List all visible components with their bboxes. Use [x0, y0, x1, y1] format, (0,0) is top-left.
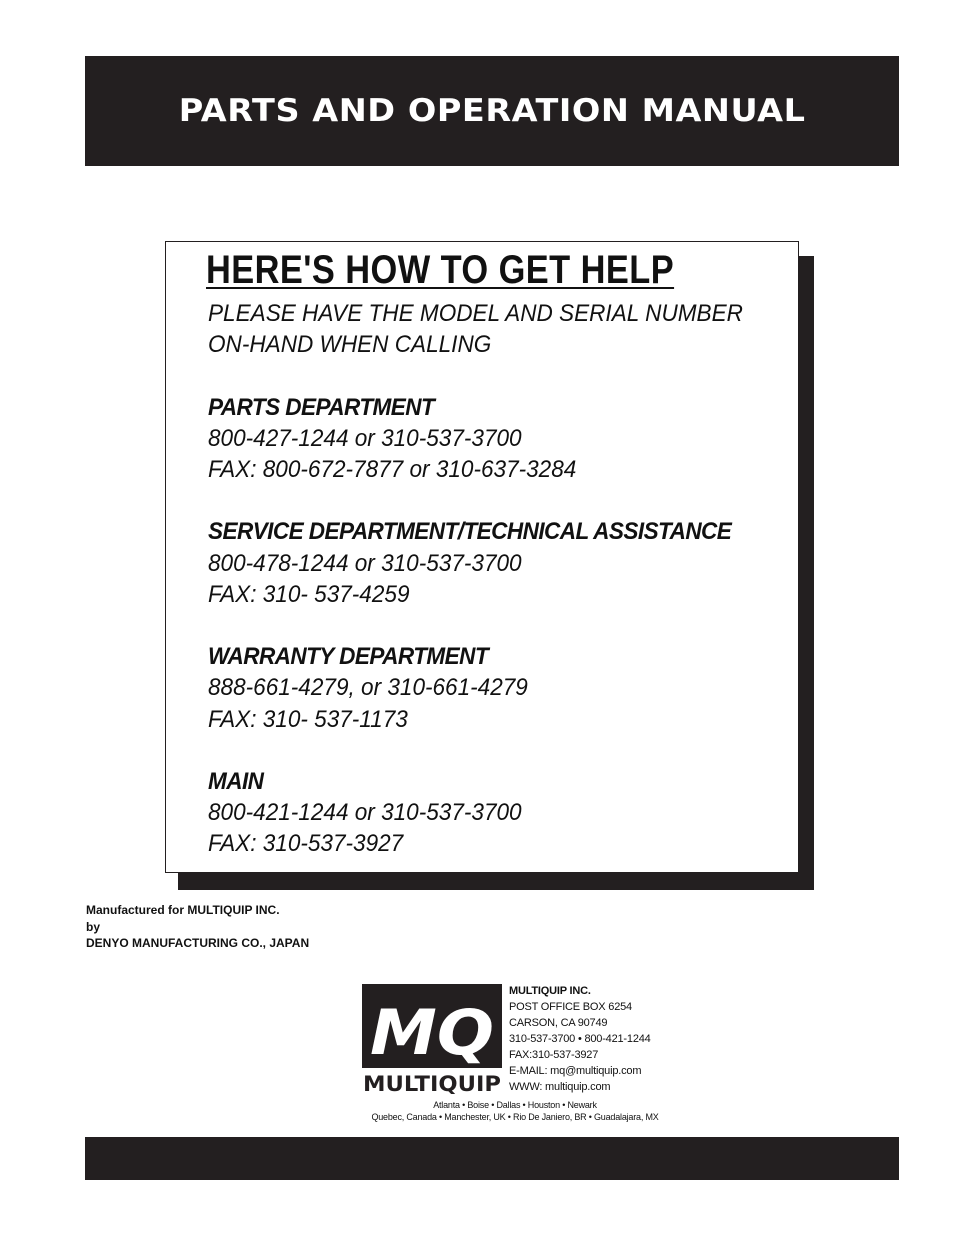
department-fax: FAX: 800-672-7877 or 310-637-3284 — [208, 456, 577, 483]
address-line: POST OFFICE BOX 6254 — [509, 1001, 632, 1013]
department-fax: FAX: 310-537-3927 — [208, 830, 404, 858]
department-fax: FAX: 310- 537-4259 — [208, 580, 410, 608]
department-phone: 800-478-1244 or 310-537-3700 — [208, 549, 522, 577]
help-intro-line: ON-HAND WHEN CALLING — [208, 331, 492, 359]
manufacturer-line: Manufactured for MULTIQUIP INC. — [86, 903, 280, 917]
top-banner — [85, 56, 899, 166]
help-contact-list — [208, 298, 753, 860]
email-line: E-MAIL: mq@multiquip.com — [509, 1065, 642, 1077]
help-box — [165, 241, 799, 873]
department-phone: 800-421-1244 or 310-537-3700 — [208, 799, 522, 827]
manufacturer-note — [86, 902, 309, 952]
fax-line: FAX:310-537-3927 — [509, 1049, 599, 1061]
company-name: MULTIQUIP INC. — [509, 985, 591, 997]
department-phone: 800-427-1244 or 310-537-3700 — [208, 424, 522, 452]
department-name: MAIN — [208, 767, 264, 795]
phone-line: 310-537-3700 • 800-421-1244 — [509, 1033, 651, 1045]
manufacturer-line: by — [86, 919, 101, 934]
department-name: PARTS DEPARTMENT — [208, 393, 435, 421]
branch-line: Quebec, Canada • Manchester, UK • Rio De Janiero, BR • Guadalajara, MX — [371, 1112, 659, 1122]
help-title: HERE'S HOW TO GET HELP — [206, 248, 675, 292]
address-line: CARSON, CA 90749 — [509, 1017, 608, 1029]
manual-title: PARTS AND OPERATION MANUAL — [178, 93, 806, 129]
manufacturer-line: DENYO MANUFACTURING CO., JAPAN — [86, 936, 310, 950]
branch-line: Atlanta • Boise • Dallas • Houston • Newark — [433, 1100, 597, 1110]
department-name: WARRANTY DEPARTMENT — [208, 643, 489, 671]
multiquip-logo — [362, 984, 502, 1094]
department-phone: 888-661-4279, or 310-661-4279 — [208, 674, 528, 702]
company-address — [509, 983, 651, 1095]
help-intro-line: PLEASE HAVE THE MODEL AND SERIAL NUMBER — [208, 300, 743, 327]
logo-wordmark: MULTIQUIP — [363, 1072, 501, 1094]
website-line: WWW: multiquip.com — [509, 1081, 611, 1093]
logo-monogram: MQ — [370, 996, 494, 1069]
department-fax: FAX: 310- 537-1173 — [208, 705, 408, 733]
bottom-banner — [85, 1137, 899, 1180]
branch-locations — [300, 1099, 730, 1123]
department-name: SERVICE DEPARTMENT/TECHNICAL ASSISTANCE — [208, 518, 732, 546]
